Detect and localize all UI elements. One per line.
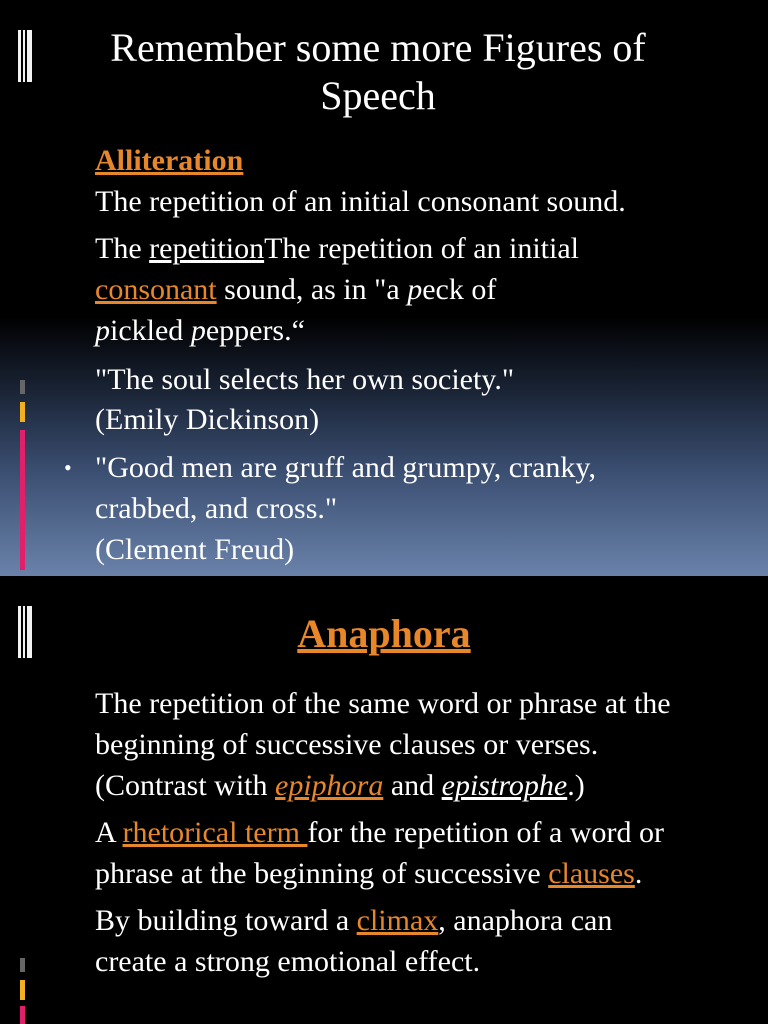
slide-anaphora: [0, 576, 768, 1024]
bullet-icon: •: [64, 455, 72, 480]
accent-mark: [20, 430, 25, 570]
definition-line: By building toward a climax, anaphora can: [95, 904, 613, 937]
term-heading[interactable]: Alliteration: [95, 144, 244, 177]
quote-attribution: (Clement Freud): [95, 533, 295, 566]
definition-line: The repetition of the same word or phrase at the: [95, 687, 671, 720]
slide-decoration: [18, 576, 32, 1024]
accent-mark: [20, 1006, 25, 1024]
definition-line: pickled peppers.“: [95, 314, 305, 347]
definition-line: The repetitionThe repetition of an initial: [95, 232, 580, 265]
accent-mark: [20, 958, 25, 972]
quote-attribution: (Emily Dickinson): [95, 403, 320, 436]
accent-mark: [20, 402, 25, 422]
term-heading[interactable]: Anaphora: [297, 611, 471, 656]
accent-mark: [20, 980, 25, 1000]
definition-line: create a strong emotional effect.: [95, 945, 481, 978]
climax-link[interactable]: climax: [356, 904, 439, 937]
definition-line: A rhetorical term for the repetition of a word or: [95, 816, 664, 849]
quote-line: crabbed, and cross.": [95, 492, 338, 525]
consonant-link[interactable]: consonant: [95, 273, 217, 306]
slide-title: Remember some more Figures of Speech: [110, 25, 646, 118]
definition-line: (Contrast with epiphora and epistrophe.): [95, 769, 585, 802]
quote-line: "The soul selects her own society.": [95, 363, 515, 396]
accent-mark: [20, 380, 25, 394]
definition-line: consonant sound, as in "a peck of: [95, 273, 497, 306]
rhetorical-term-link[interactable]: rhetorical term: [122, 816, 308, 849]
epiphora-link[interactable]: epiphora: [275, 769, 384, 802]
epistrophe-link[interactable]: epistrophe: [441, 769, 568, 802]
definition-line: beginning of successive clauses or verses.: [95, 728, 599, 761]
quote-line: "Good men are gruff and grumpy, cranky,: [95, 451, 596, 484]
definition-text: The repetition of an initial consonant sound.: [95, 185, 626, 218]
clauses-link[interactable]: clauses: [548, 857, 635, 890]
definition-line: phrase at the beginning of successive clauses.: [95, 857, 643, 890]
repetition-link[interactable]: repetition: [149, 232, 265, 265]
